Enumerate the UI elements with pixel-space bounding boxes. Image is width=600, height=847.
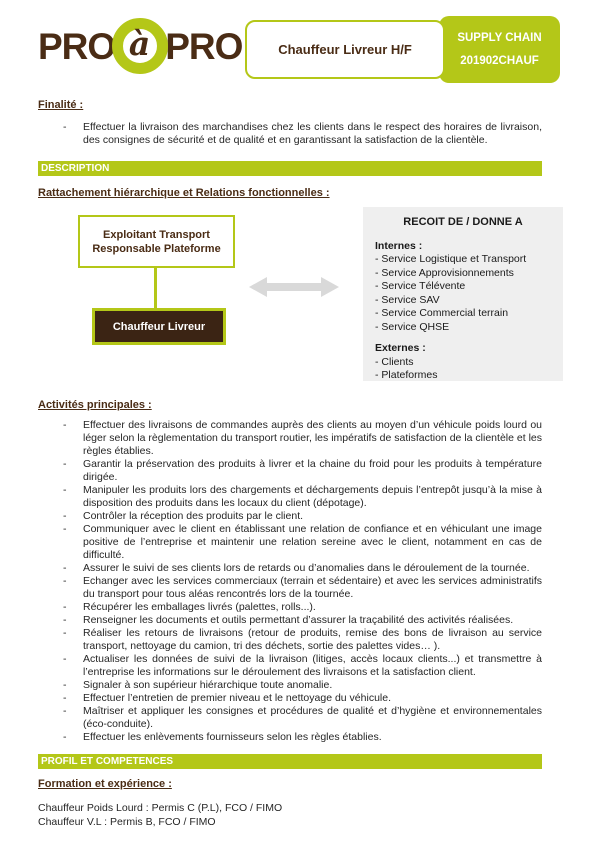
rattachement-heading: Rattachement hiérarchique et Relations fonctionnelles :: [38, 187, 330, 199]
job-title: Chauffeur Livreur H/F: [278, 42, 412, 57]
finalite-list: [38, 121, 542, 147]
internes-list: [375, 253, 551, 334]
double-arrow-icon: [248, 274, 340, 300]
internes-item: - Service QHSE: [375, 321, 551, 335]
relations-panel: [363, 207, 563, 381]
manager-line2: Responsable Plateforme: [92, 242, 221, 255]
role-box: Chauffeur Livreur: [92, 308, 226, 345]
activites-list: [38, 419, 542, 744]
internes-item: - Service Télévente: [375, 280, 551, 294]
section-bar-description: DESCRIPTION: [38, 161, 542, 176]
activity-item: - Communiquer avec le client en établissant une relation de confiance et en véhiculant une image positive de l’entreprise et maintenir une relation sereine avec le client, notamment en cas de difficulté.: [38, 523, 542, 562]
activity-item: - Garantir la préservation des produits à livrer et la chaine du froid pour les produits à température dirigée.: [38, 458, 542, 484]
activity-item: - Assurer le suivi de ses clients lors de retards ou d’anomalies dans le déroulement de la tournée.: [38, 562, 542, 575]
externes-item: - Plateformes: [375, 369, 551, 383]
header-title-box: [245, 16, 560, 83]
logo-accent-letter: à: [128, 23, 151, 63]
activity-item: - Réaliser les retours de livraisons (retour de produits, remise des bons de livraison au service transport, nettoyage du camion, tri des déchets, sortie des palettes vides… ).: [38, 627, 542, 653]
proapro-logo: [38, 10, 242, 82]
externes-item: - Clients: [375, 356, 551, 370]
internes-item: - Service Approvisionnements: [375, 267, 551, 281]
department-label: SUPPLY CHAIN: [457, 31, 542, 44]
internes-item: - Service Logistique et Transport: [375, 253, 551, 267]
relations-title: RECOIT DE / DONNE A: [403, 216, 523, 228]
activity-item: - Maîtriser et appliquer les consignes et procédures de qualité et d’hygiène et environnementales (éco-conduite).: [38, 705, 542, 731]
finalite-heading: Finalité :: [38, 99, 84, 111]
logo-ring-icon: [112, 18, 168, 74]
finalite-item: - Effectuer la livraison des marchandises chez les clients dans le respect des horaires de livraison, des consignes de sécurité et de qualité et en garantissant la satisfaction de la clientèle.: [38, 121, 542, 147]
internes-item: - Service SAV: [375, 294, 551, 308]
manager-line1: Exploitant Transport: [103, 228, 210, 241]
activity-item: - Renseigner les documents et outils permettant d’assurer la traçabilité des activités réalisées.: [38, 614, 542, 627]
activity-item: - Effectuer des livraisons de commandes auprès des clients au moyen d’un véhicule poids lourd ou léger selon la règlementation du transport routier, les impératifs de satisfaction de la clientèle et les règles établies.: [38, 419, 542, 458]
activity-item: - Contrôler la réception des produits par le client.: [38, 510, 542, 523]
activity-item: - Récupérer les emballages livrés (palettes, rolls...).: [38, 601, 542, 614]
formation-line: Chauffeur V.L : Permis B, FCO / FIMO: [38, 816, 216, 828]
activity-item: - Actualiser les données de suivi de la livraison (litiges, accès locaux clients...) et transmettre à l’entreprise les informations sur le déroulement des livraisons et la satisfaction client.: [38, 653, 542, 679]
formation-line: Chauffeur Poids Lourd : Permis C (P.L), FCO / FIMO: [38, 802, 283, 814]
internes-item: - Service Commercial terrain: [375, 307, 551, 321]
internes-label: Internes :: [375, 239, 423, 252]
activites-heading: Activités principales :: [38, 399, 152, 411]
logo-text-left: PRO: [38, 25, 116, 67]
externes-list: [375, 356, 551, 383]
activity-item: - Effectuer l’entretien de premier niveau et le nettoyage du véhicule.: [38, 692, 542, 705]
activity-item: - Manipuler les produits lors des chargements et déchargements depuis l’entrepôt jusqu’à la mise à disposition des produits dans les locaux du client (dépotage).: [38, 484, 542, 510]
job-title-box: [245, 20, 445, 79]
activity-item: - Echanger avec les services commerciaux (terrain et sédentaire) et avec les services administratifs du transport pour tous aléas rencontrés lors de la tournée.: [38, 575, 542, 601]
formation-heading: Formation et expérience :: [38, 778, 172, 790]
formation-lines: [38, 801, 542, 829]
org-chart: [38, 206, 563, 391]
reference-code: 201902CHAUF: [460, 55, 539, 68]
logo-text-right: PRO: [165, 25, 243, 67]
department-box: [439, 16, 560, 83]
activity-item: - Signaler à son supérieur hiérarchique toute anomalie.: [38, 679, 542, 692]
section-bar-profil: PROFIL ET COMPETENCES: [38, 754, 542, 769]
manager-box: [78, 215, 235, 268]
externes-label: Externes :: [375, 342, 426, 354]
org-connector-line: [154, 268, 157, 308]
activity-item: - Effectuer les enlèvements fournisseurs selon les règles établies.: [38, 731, 542, 744]
